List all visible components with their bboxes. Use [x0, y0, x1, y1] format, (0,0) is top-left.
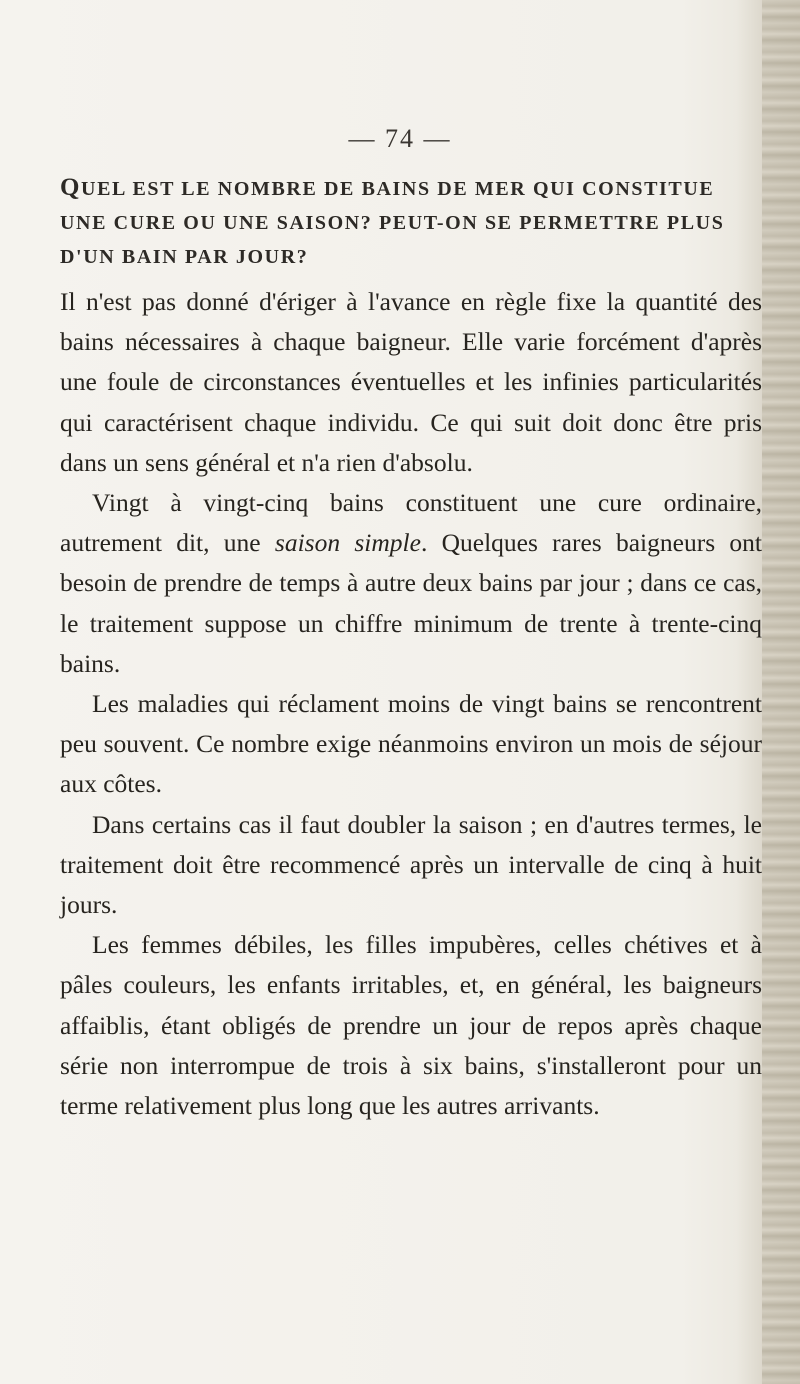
paragraph-2-text-b: . Quelques rares baigneurs ont besoin de prendre de temps à autre deux bains par jour ; dans ce cas, le traitement suppose un chiffre minimum de trente à trente-cinq bains.: [60, 528, 762, 678]
paragraph-4-text: Dans certains cas il faut doubler la saison ; en d'autres termes, le traitement doit être recommencé après un intervalle de cinq à huit jours.: [60, 809, 762, 920]
paragraph-2-text-a: Vingt à vingt-cinq bains constituent une cure ordinaire, autrement dit, une: [60, 488, 762, 558]
page-number: — 74 —: [348, 124, 452, 153]
paragraph-3: [60, 684, 762, 805]
paragraph-5-text: Les femmes débiles, les filles impubères, celles chétives et à pâles couleurs, les enfants irritables, et, en général, les baigneurs affaiblis, étant obligés de prendre un jour de repos après chaque série non interrompue de trois à six bains, s'installeront pour un terme relativement plus long que les autres arrivants.: [60, 930, 762, 1121]
paragraph-4: [60, 805, 762, 926]
paragraph-1: [60, 282, 762, 483]
heading-text: UEL EST LE NOMBRE DE BAINS DE MER QUI CONSTITUE UNE CURE OU UNE SAISON? PEUT-ON SE PERMETTRE PLUS D'UN BAIN PAR JOUR?: [60, 178, 725, 268]
section-heading: [60, 171, 760, 274]
paragraph-3-text: Les maladies qui réclament moins de vingt bains se rencontrent peu souvent. Ce nombre exige néanmoins environ un mois de séjour aux côtes.: [60, 689, 762, 799]
heading-initial: Q: [60, 174, 82, 201]
paragraph-2-italic: saison simple: [274, 528, 421, 558]
paragraph-5: [60, 925, 762, 1126]
paragraph-2: [60, 483, 762, 684]
body-text: [60, 282, 762, 1126]
page-edge-shadow: [762, 0, 800, 1384]
paragraph-1-text: Il n'est pas donné d'ériger à l'avance en règle fixe la quantité des bains nécessaires à chaque baigneur. Elle varie forcément d'après une foule de circonstances éventuelles et les infinies particularités qui caractérisent chaque individu. Ce qui suit doit donc être pris dans un sens général et n'a rien d'absolu.: [60, 287, 762, 477]
